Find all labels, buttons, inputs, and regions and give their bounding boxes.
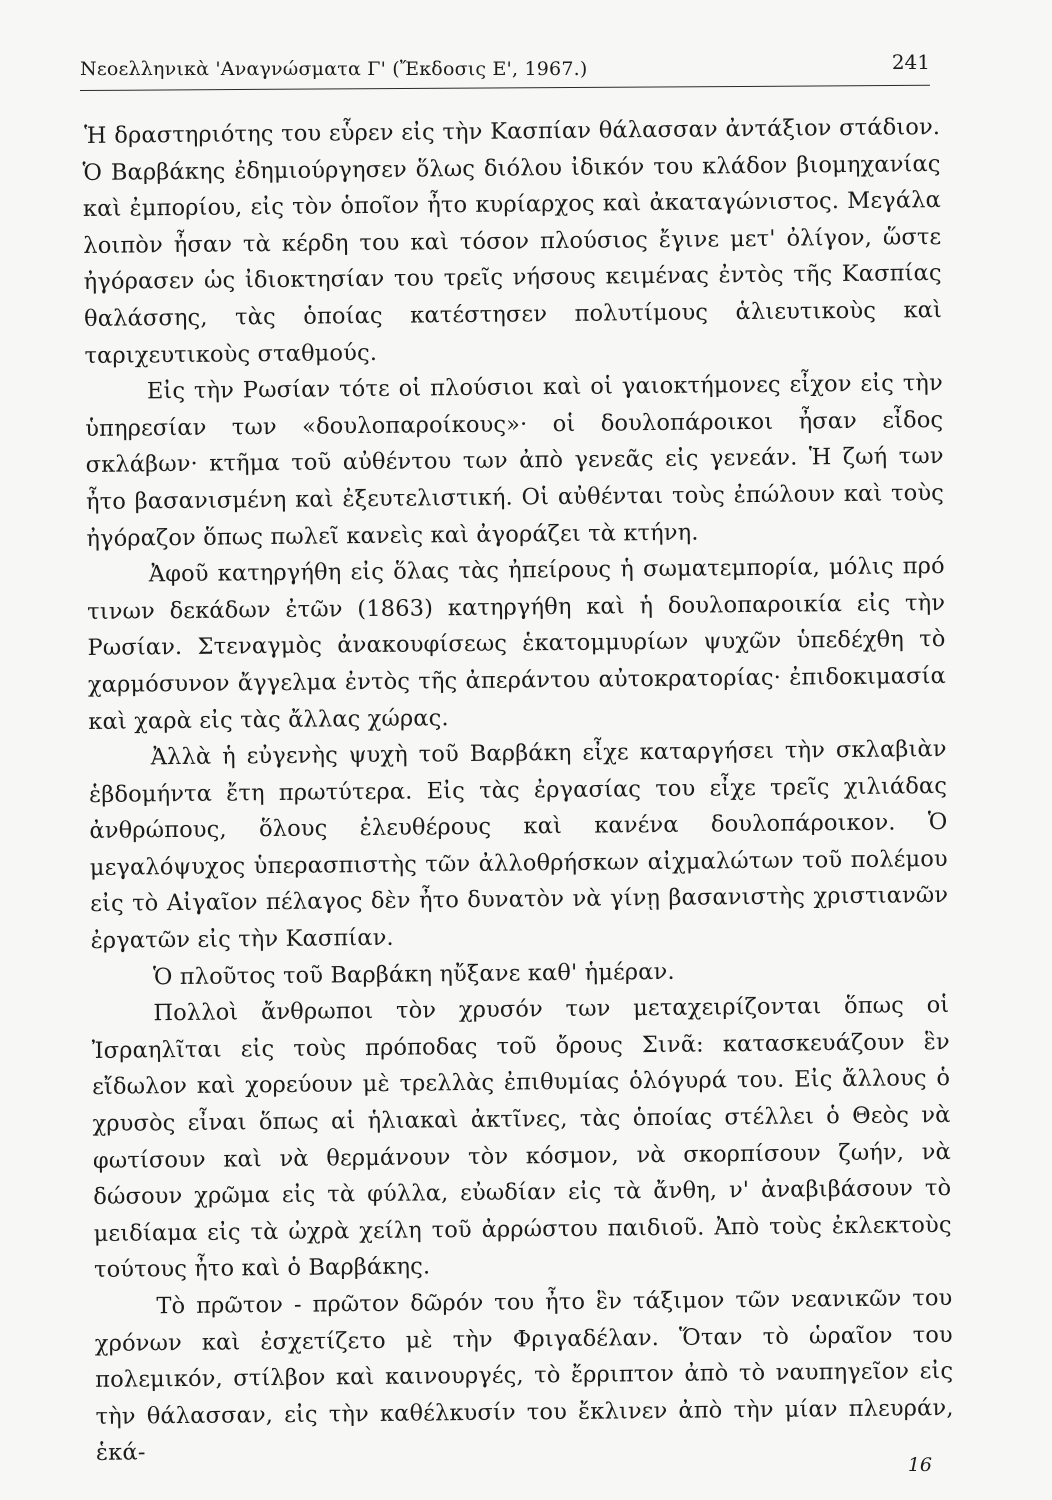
paragraph: Ὁ πλοῦτος τοῦ Βαρβάκη ηὔξανε καθ' ἡμέραν. — [152, 958, 675, 990]
signature-mark: 16 — [907, 1454, 932, 1476]
body-text — [82, 109, 954, 1472]
paragraph: Τὸ πρῶτον - πρῶτον δῶρόν του ἦτο ἓν τάξιμον τῶν νεανικῶν του χρόνων καὶ ἐσχετίζετο μὲ τὴν Φριγαδέλαν. Ὅταν τὸ ὡραῖον του πολεμικόν, στίλβον καὶ καινουργές, τὸ ἔρριπτον ἀπὸ τὸ ναυπηγεῖον εἰς τὴν θάλασσαν, εἰς τὴν καθέλκυσίν του ἔκλινεν ἀπὸ τὴν μίαν πλευράν, ἑκά- — [94, 1284, 954, 1467]
page-number: 241 — [891, 50, 930, 74]
running-title: Νεοελληνικὰ 'Αναγνώσματα Γ' (Ἔκδοσις Ε', 1967.) — [80, 58, 588, 80]
page-header — [80, 44, 930, 88]
paragraph: Εἰς τὴν Ρωσίαν τότε οἱ πλούσιοι καὶ οἱ γαιοκτήμονες εἶχον εἰς τὴν ὑπηρεσίαν των «δουλοπαροίκους»· οἱ δουλοπάροικοι ἦσαν εἶδος σκλάβων· κτῆμα τοῦ αὐθέντου των ἀπὸ γενεᾶς εἰς γενεάν. Ἡ ζωή των ἦτο βασανισμένη καὶ ἐξευτελιστική. Οἱ αὐθένται τοὺς ἐπώλουν καὶ τοὺς ἠγόραζον ὅπως πωλεῖ κανεὶς καὶ ἀγοράζει τὰ κτήνη. — [85, 370, 945, 552]
paragraph: Πολλοὶ ἄνθρωποι τὸν χρυσόν των μεταχειρίζονται ὅπως οἱ Ἰσραηλῖται εἰς τοὺς πρόποδας τοῦ ὄρους Σινᾶ: κατασκευάζουν ἓν εἴδωλον καὶ χορεύουν μὲ τρελλὰς ἐπιθυμίας ὁλόγυρά του. Εἰς ἄλλους ὁ χρυσὸς εἶναι ὅπως αἱ ἡλιακαὶ ἀκτῖνες, τὰς ὁποίας στέλλει ὁ Θεὸς νὰ φωτίσουν καὶ νὰ θερμάνουν τὸν κόσμον, νὰ σκορπίσουν ζωήν, νὰ δώσουν χρῶμα εἰς τὰ φύλλα, εὐωδίαν εἰς τὰ ἄνθη, ν' ἀναβιβάσουν τὸ μειδίαμα εἰς τὰ ὠχρὰ χείλη τοῦ ἀρρώστου παιδιοῦ. Ἀπὸ τοὺς ἐκλεκτοὺς τούτους ἦτο καὶ ὁ Βαρβάκης. — [91, 992, 952, 1284]
paragraph: Ἡ δραστηριότης του εὗρεν εἰς τὴν Κασπίαν θάλασσαν ἀντάξιον στάδιον. Ὁ Βαρβάκης ἐδημιούργησεν ὅλως διόλου ἰδικόν του κλάδον βιομηχανίας καὶ ἐμπορίου, εἰς τὸν ὁποῖον ἦτο κυρίαρχος καὶ ἀκαταγώνιστος. Μεγάλα λοιπὸν ἦσαν τὰ κέρδη του καὶ τόσον πλούσιος ἔγινε μετ' ὀλίγον, ὥστε ἠγόρασεν ὡς ἰδιοκτησίαν του τρεῖς νήσους κειμένας ἐντὸς τῆς Κασπίας θαλάσσης, τὰς ὁποίας κατέστησεν πολυτίμους ἁλιευτικοὺς καὶ ταριχευτικοὺς σταθμούς. — [82, 114, 943, 369]
paragraph: Ἀφοῦ κατηργήθη εἰς ὅλας τὰς ἠπείρους ἡ σωματεμπορία, μόλις πρό τινων δεκάδων ἐτῶν (1863) κατηργήθη καὶ ἡ δουλοπαροικία εἰς τὴν Ρωσίαν. Στεναγμὸς ἀνακουφίσεως ἑκατομμυρίων ψυχῶν ὑπεδέχθη τὸ χαρμόσυνον ἄγγελμα ἐντὸς τῆς ἀπεράντου αὐτοκρατορίας· ἐπιδοκιμασία καὶ χαρὰ εἰς τὰς ἄλλας χώρας. — [87, 553, 947, 735]
paragraph: Ἀλλὰ ἡ εὐγενὴς ψυχὴ τοῦ Βαρβάκη εἶχε καταργήσει τὴν σκλαβιὰν ἑβδομήντα ἔτη πρωτύτερα. Εἰς τὰς ἐργασίας του εἶχε τρεῖς χιλιάδας ἀνθρώπους, ὅλους ἐλευθέρους καὶ κανένα δουλοπάροικον. Ὁ μεγαλόψυχος ὑπερασπιστὴς τῶν ἀλλοθρήσκων αἰχμαλώτων τοῦ πολέμου εἰς τὸ Αἰγαῖον πέλαγος δὲν ἦτο δυνατὸν νὰ γίνῃ βασανιστὴς χριστιανῶν ἐργατῶν εἰς τὴν Κασπίαν. — [88, 736, 949, 955]
